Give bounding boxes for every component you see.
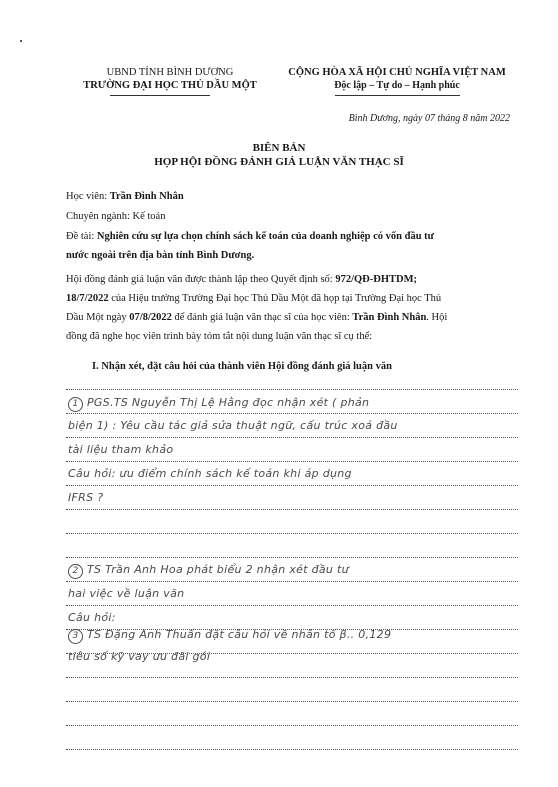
national-header [272, 66, 522, 92]
student-name: Trần Đình Nhân [109, 191, 184, 202]
organization-header [70, 66, 270, 92]
section-heading: I. Nhận xét, đặt câu hỏi của thành viên Hội đồng đánh giá luận văn [92, 361, 392, 372]
p3-text-a: Dầu Một ngày [66, 312, 130, 323]
dotted-line [66, 677, 518, 678]
document-title: BIÊN BẢN [252, 142, 306, 154]
dotted-line [66, 461, 518, 462]
paragraph-line-1 [66, 273, 417, 287]
topic-line-2: nước ngoài trên địa bàn tỉnh Bình Dương. [66, 250, 255, 261]
student-label: Học viên: [66, 191, 110, 202]
dotted-line [66, 581, 518, 582]
handwritten-note: Câu hỏi: [68, 611, 116, 624]
topic-text-1: Nghiên cứu sự lựa chọn chính sách kế toán của doanh nghiệp có vốn đầu tư [96, 231, 434, 242]
paragraph-line-2 [66, 292, 441, 306]
paragraph-line-4: đồng đã nghe học viên trình bày tóm tắt nội dung luận văn thạc sĩ cụ thể: [66, 331, 373, 342]
student-line [66, 190, 184, 204]
topic-label: Đề tài: [66, 231, 97, 242]
major-value: Kế toán [132, 211, 166, 222]
note-number: 3 [68, 629, 83, 644]
major-label: Chuyên ngành: [66, 211, 133, 222]
note-text: PGS.TS Nguyễn Thị Lệ Hằng đọc nhận xét ( phản [87, 396, 370, 409]
scan-speck [20, 40, 22, 42]
dotted-line [66, 509, 518, 510]
paragraph-line-3 [66, 311, 447, 325]
dotted-line [66, 437, 518, 438]
topic-line [66, 230, 434, 244]
note-number: 2 [68, 564, 83, 579]
nation-line-1: CỘNG HÒA XÃ HỘI CHỦ NGHĨA VIỆT NAM [288, 67, 506, 78]
decision-number: 972/QĐ-ĐHTDM; [335, 274, 417, 285]
dotted-line [66, 701, 518, 702]
org-line-1: UBND TỈNH BÌNH DƯƠNG [106, 67, 234, 78]
major-line [66, 210, 165, 224]
note-number: 1 [68, 397, 83, 412]
org-underline [110, 95, 210, 96]
dotted-line [66, 605, 518, 606]
p3-text-c: để đánh giá luận văn thạc sĩ của học viên: [171, 312, 353, 323]
p2-text: của Hiệu trưởng Trường Đại học Thủ Dầu Một đã họp tại Trường Đại học Thủ [108, 293, 442, 304]
dotted-line [66, 749, 518, 750]
handwritten-note: tài liệu tham khảo [68, 443, 174, 456]
student-name-inline: Trần Đình Nhân [352, 312, 427, 323]
dotted-line [66, 485, 518, 486]
dotted-line [66, 413, 518, 414]
dotted-line [66, 533, 518, 534]
dotted-line [66, 725, 518, 726]
document-date: Bình Dương, ngày 07 tháng 8 năm 2022 [348, 113, 510, 124]
p3-text-e: . Hội [426, 312, 448, 323]
dotted-line [66, 557, 518, 558]
note-text: TS Trần Anh Hoa phát biểu 2 nhận xét đầu tư [87, 563, 349, 576]
handwritten-note [68, 563, 349, 579]
handwritten-note: hai việc về luận văn [68, 587, 185, 600]
handwritten-note: biện 1) : Yêu cầu tác giả sửa thuật ngữ, cấu trúc xoá đầu [68, 419, 398, 432]
motto-underline [335, 95, 460, 96]
org-line-2: TRƯỜNG ĐẠI HỌC THỦ DẦU MỘT [83, 80, 257, 91]
note-text: TS Đặng Anh Thuấn đặt câu hỏi về nhân tố β.. 0,129 [87, 628, 392, 641]
decision-date: 18/7/2022 [66, 293, 109, 304]
handwritten-note: Câu hỏi: ưu điểm chính sách kế toán khi áp dụng [68, 467, 352, 480]
handwritten-note [68, 396, 369, 412]
handwritten-note [68, 628, 391, 644]
meeting-date: 07/8/2022 [129, 312, 172, 323]
dotted-line [66, 389, 518, 390]
handwritten-note: tiêu số kỹ vay ưu đãi gói [68, 650, 211, 663]
nation-line-2: Độc lập – Tự do – Hạnh phúc [334, 80, 460, 91]
handwritten-note: IFRS ? [68, 491, 104, 504]
p1-text: Hội đồng đánh giá luận văn được thành lập theo Quyết định số: [66, 274, 336, 285]
document-subtitle: HỌP HỘI ĐỒNG ĐÁNH GIÁ LUẬN VĂN THẠC SĨ [154, 156, 404, 168]
